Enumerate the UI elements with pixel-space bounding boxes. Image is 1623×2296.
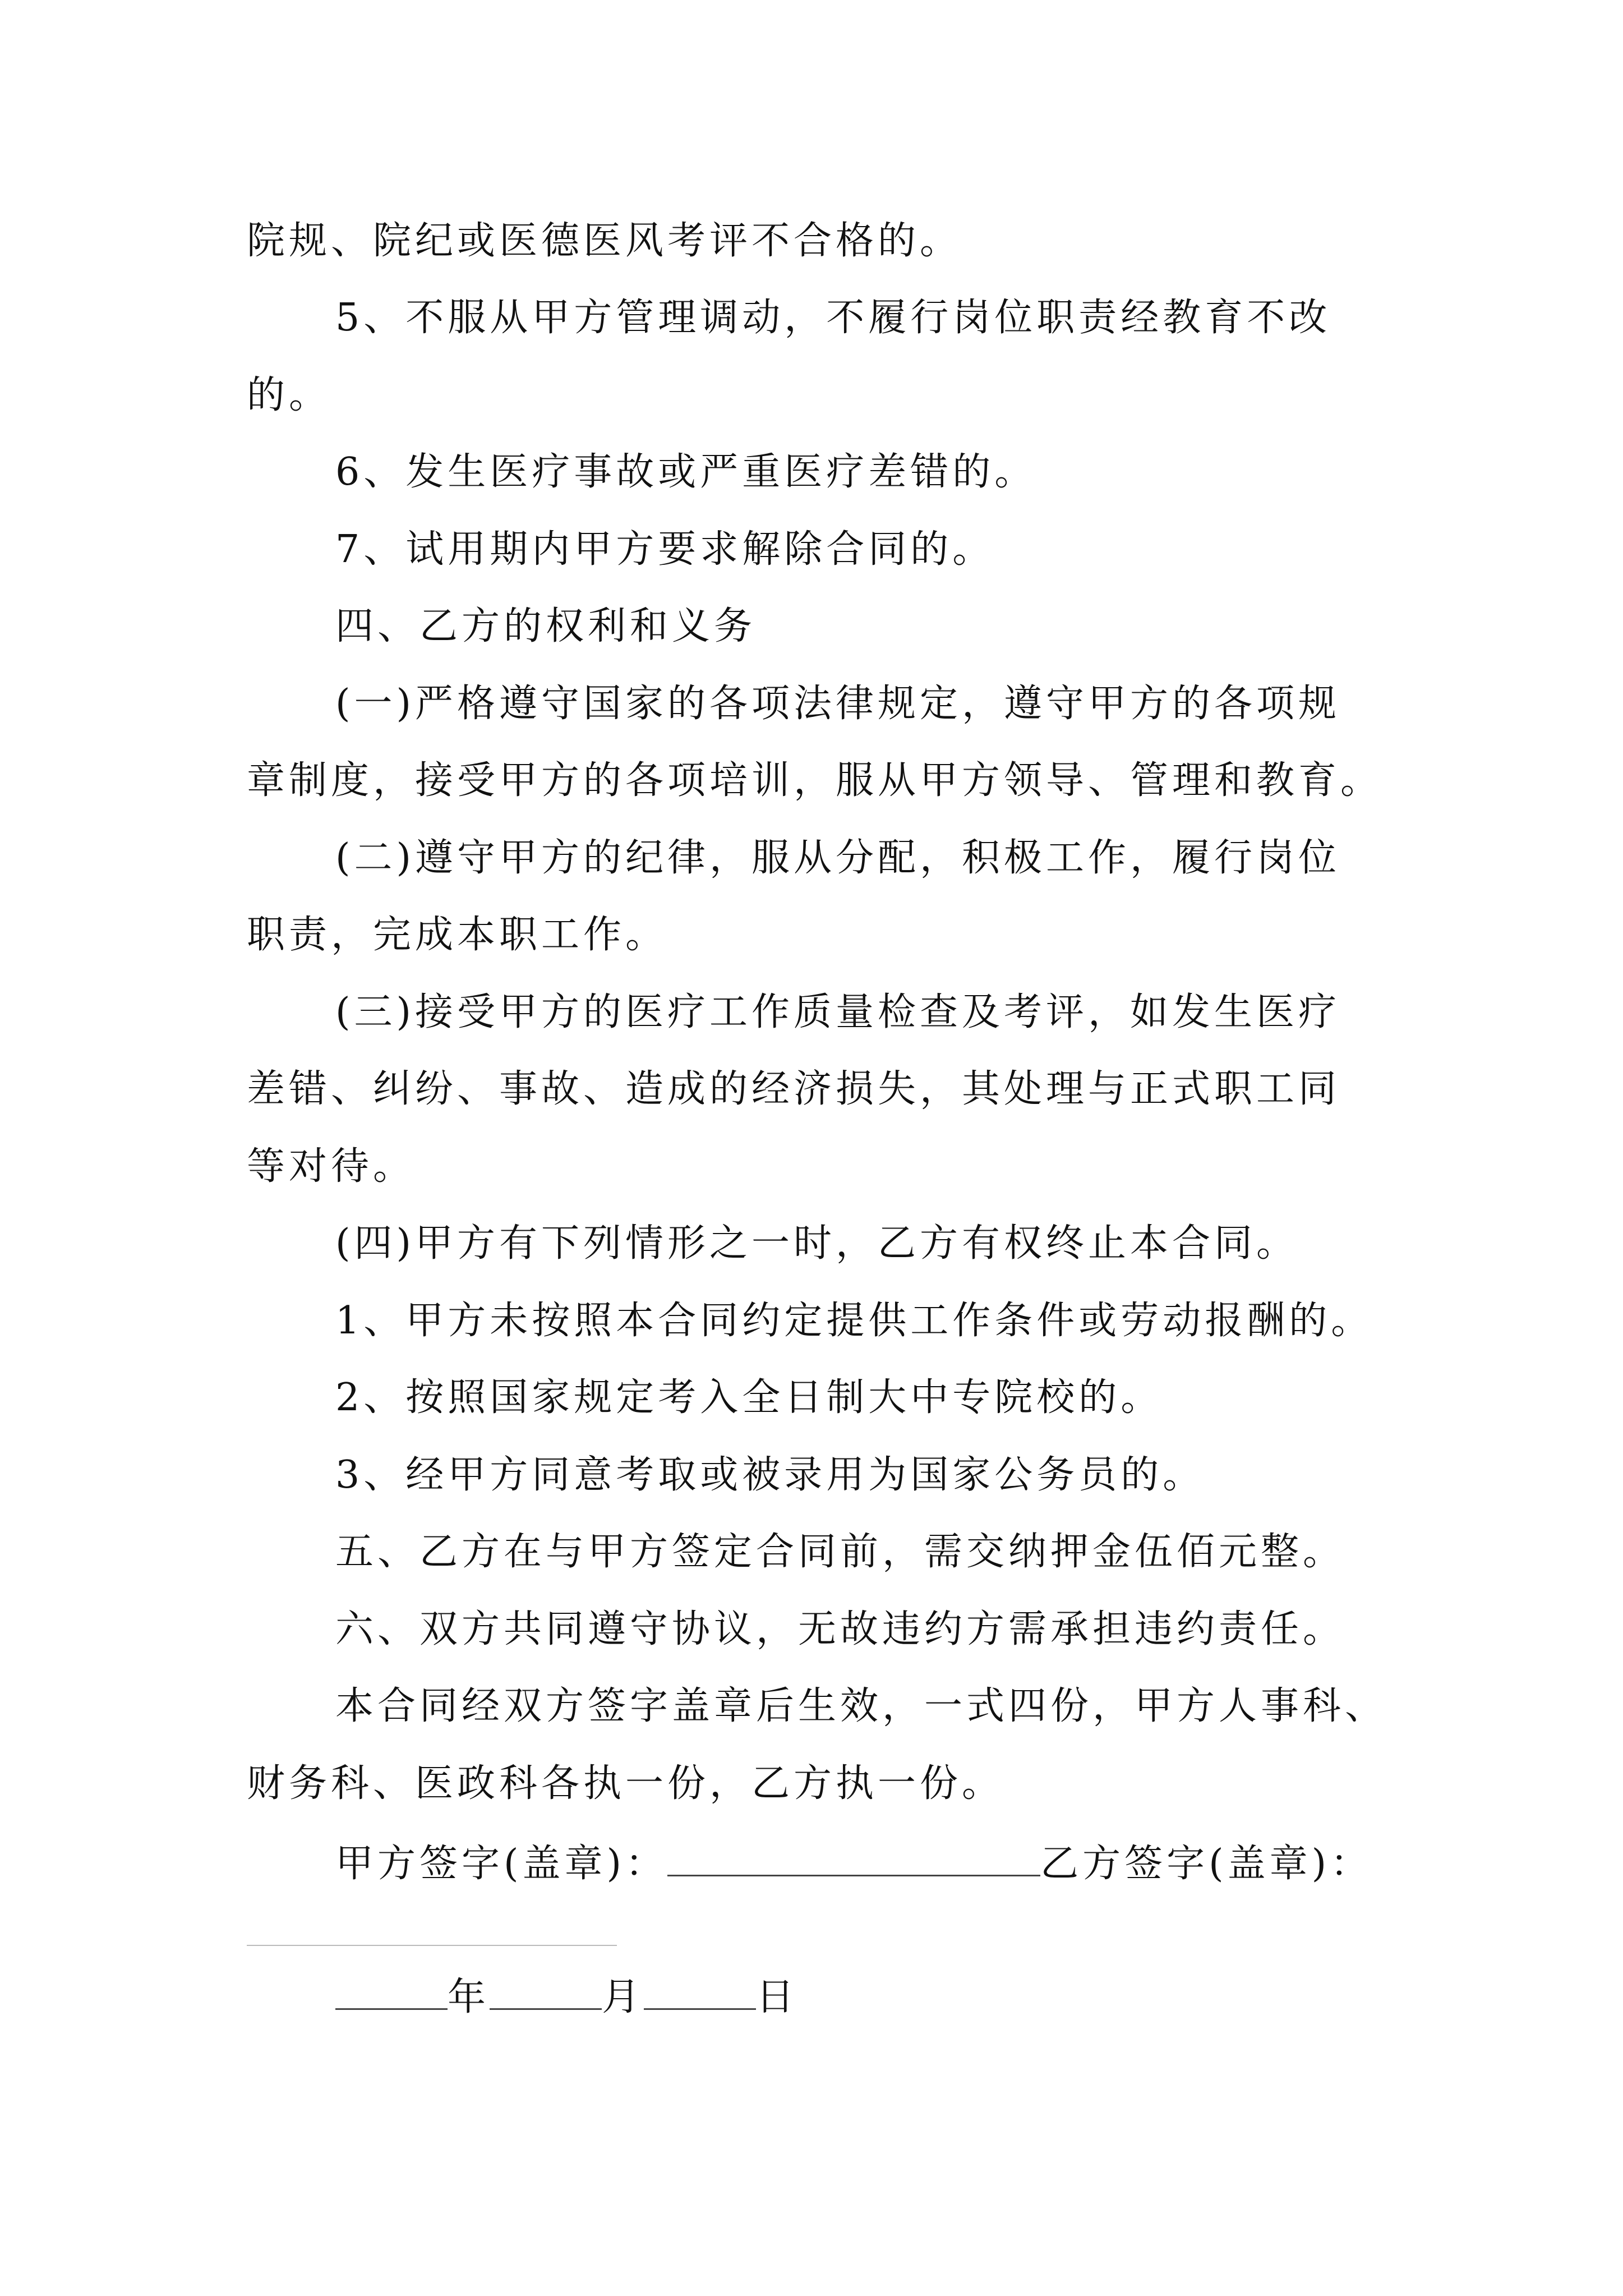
month-blank bbox=[490, 1969, 602, 2010]
text-line-4: 6、发生医疗事故或严重医疗差错的。 bbox=[335, 450, 1037, 494]
text-line-18: 五、乙方在与甲方签定合同前，需交纳押金伍佰元整。 bbox=[335, 1530, 1345, 1574]
text-line-21: 财务科、医政科各执一份，乙方执一份。 bbox=[247, 1761, 1004, 1806]
year-label: 年 bbox=[448, 1975, 490, 2019]
text-line-14: (四)甲方有下列情形之一时，乙方有权终止本合同。 bbox=[335, 1221, 1299, 1266]
date-line bbox=[0, 1969, 1623, 2023]
party-b-signature-label: 乙方签字(盖章)： bbox=[1040, 1842, 1373, 1886]
signature-line bbox=[0, 1835, 1623, 1889]
day-label: 日 bbox=[756, 1975, 799, 2019]
text-line-1: 院规、院纪或医德医风考评不合格的。 bbox=[247, 219, 962, 263]
year-blank bbox=[335, 1969, 448, 2010]
day-blank bbox=[644, 1969, 756, 2010]
text-line-13: 等对待。 bbox=[247, 1144, 416, 1189]
text-line-16: 2、按照国家规定考入全日制大中专院校的。 bbox=[335, 1375, 1163, 1420]
text-line-9: (二)遵守甲方的纪律，服从分配，积极工作，履行岗位 bbox=[335, 836, 1341, 880]
text-line-12: 差错、纠纷、事故、造成的经济损失，其处理与正式职工同 bbox=[247, 1067, 1341, 1111]
text-line-11: (三)接受甲方的医疗工作质量检查及考评，如发生医疗 bbox=[335, 990, 1341, 1034]
party-a-signature-label: 甲方签字(盖章)： bbox=[335, 1842, 668, 1886]
text-line-20: 本合同经双方签字盖章后生效，一式四份，甲方人事科、 bbox=[335, 1684, 1387, 1728]
text-line-8: 章制度，接受甲方的各项培训，服从甲方领导、管理和教育。 bbox=[247, 758, 1383, 803]
signature-continuation-rule bbox=[247, 1945, 617, 1946]
text-line-7: (一)严格遵守国家的各项法律规定，遵守甲方的各项规 bbox=[335, 682, 1341, 726]
month-label: 月 bbox=[602, 1975, 644, 2019]
text-line-19: 六、双方共同遵守协议，无故违约方需承担违约责任。 bbox=[335, 1607, 1345, 1651]
text-line-3: 的。 bbox=[247, 373, 331, 417]
party-a-signature-blank bbox=[667, 1835, 1040, 1876]
text-line-5: 7、试用期内甲方要求解除合同的。 bbox=[335, 527, 995, 572]
text-line-15: 1、甲方未按照本合同约定提供工作条件或劳动报酬的。 bbox=[335, 1299, 1373, 1343]
section-heading: 四、乙方的权利和义务 bbox=[335, 604, 757, 648]
text-line-2: 5、不服从甲方管理调动，不履行岗位职责经教育不改 bbox=[335, 296, 1331, 340]
text-line-17: 3、经甲方同意考取或被录用为国家公务员的。 bbox=[335, 1453, 1205, 1497]
text-line-10: 职责，完成本职工作。 bbox=[247, 913, 668, 957]
